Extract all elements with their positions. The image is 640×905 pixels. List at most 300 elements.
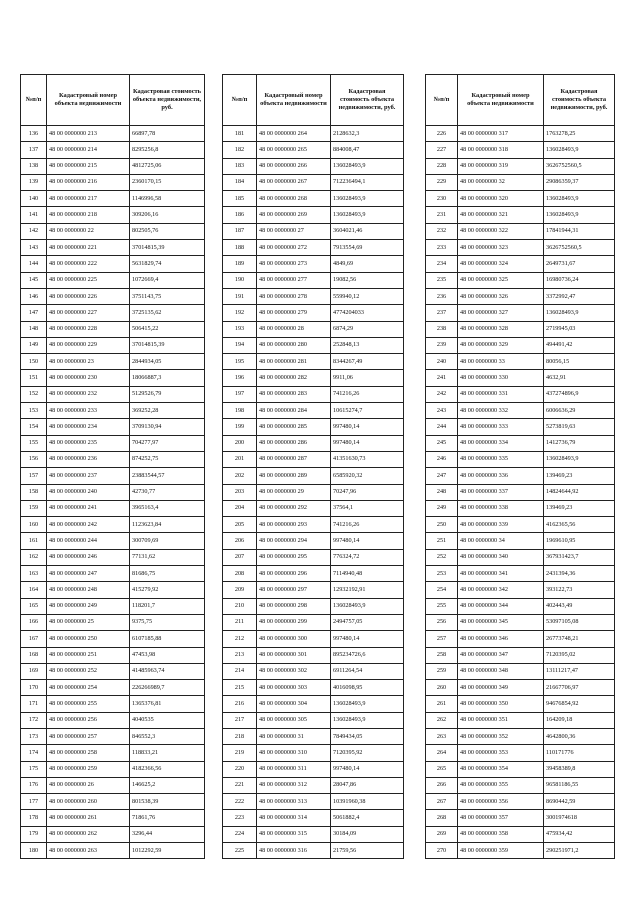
table-row [21,142,205,158]
row-number: 221 [223,777,257,793]
row-number: 244 [426,419,458,435]
row-number: 157 [21,468,47,484]
cadastral-number: 48 00 0000000 240 [47,484,130,500]
cadastral-value: 846552,3 [130,728,205,744]
row-number: 158 [21,484,47,500]
cadastral-number: 48 00 0000000 257 [47,728,130,744]
row-number: 178 [21,810,47,826]
cadastral-value: 139469,23 [544,468,615,484]
cadastral-number: 48 00 0000000 301 [257,647,331,663]
cadastral-number: 48 00 0000000 324 [458,256,544,272]
table-row [21,614,205,630]
row-number: 195 [223,354,257,370]
row-number: 209 [223,582,257,598]
table-row [21,354,205,370]
row-number: 173 [21,728,47,744]
cadastral-number: 48 00 0000000 303 [257,680,331,696]
table-row [21,126,205,142]
cadastral-number: 48 00 0000000 28 [257,321,331,337]
cadastral-value: 4182366,56 [130,761,205,777]
table-row [426,191,615,207]
row-number: 264 [426,745,458,761]
header-cadastral-value: Кадастровая стоимость объекта недвижимости, руб. [544,75,615,126]
cadastral-value: 393122,73 [544,582,615,598]
row-number: 224 [223,826,257,842]
row-number: 136 [21,126,47,142]
table-row [21,712,205,728]
cadastral-value: 1412736,79 [544,435,615,451]
cadastral-number: 48 00 0000000 232 [47,386,130,402]
table-row [21,305,205,321]
cadastral-number: 48 00 0000000 250 [47,631,130,647]
cadastral-value: 6107185,88 [130,631,205,647]
cadastre-table-2 [222,74,404,859]
table-row [223,386,404,402]
cadastral-number: 48 00 0000000 294 [257,533,331,549]
cadastral-value: 42730,77 [130,484,205,500]
cadastre-table-3 [425,74,615,859]
cadastral-number: 48 00 0000000 226 [47,288,130,304]
cadastral-number: 48 00 0000000 328 [458,321,544,337]
cadastral-value: 2128632,3 [331,126,404,142]
row-number: 201 [223,451,257,467]
row-number: 182 [223,142,257,158]
row-number: 206 [223,533,257,549]
cadastral-number: 48 00 0000000 261 [47,810,130,826]
row-number: 152 [21,386,47,402]
cadastral-value: 741216,26 [331,386,404,402]
cadastral-value: 4162365,56 [544,517,615,533]
cadastral-number: 48 00 0000000 252 [47,663,130,679]
cadastral-value: 3296,44 [130,826,205,842]
cadastral-value: 94676854,92 [544,696,615,712]
row-number: 253 [426,566,458,582]
table-row [426,598,615,614]
cadastral-number: 48 00 0000000 331 [458,386,544,402]
cadastral-number: 48 00 0000000 273 [257,256,331,272]
cadastral-number: 48 00 0000000 304 [257,696,331,712]
cadastral-value: 139469,23 [544,500,615,516]
cadastral-number: 48 00 0000000 352 [458,728,544,744]
cadastral-value: 30184,09 [331,826,404,842]
table-row [21,533,205,549]
row-number: 151 [21,370,47,386]
table-row [21,419,205,435]
table-row [426,435,615,451]
cadastral-value: 3626752560,5 [544,240,615,256]
table-row [21,794,205,810]
row-number: 252 [426,549,458,565]
cadastral-number: 48 00 0000000 33 [458,354,544,370]
cadastral-value: 5631829,74 [130,256,205,272]
cadastral-value: 81686,75 [130,566,205,582]
table-row [223,191,404,207]
table-row [426,566,615,582]
cadastral-value: 3965163,4 [130,500,205,516]
cadastral-value: 21667706,97 [544,680,615,696]
cadastral-value: 4040535 [130,712,205,728]
table-row [21,777,205,793]
header-cadastral-value: Кадастровая стоимость объекта недвижимости, руб. [331,75,404,126]
cadastral-number: 48 00 0000000 263 [47,843,130,859]
cadastral-value: 14824644,92 [544,484,615,500]
cadastral-number: 48 00 0000000 311 [257,761,331,777]
cadastral-value: 300709,69 [130,533,205,549]
cadastral-number: 48 00 0000000 264 [257,126,331,142]
table-row [426,305,615,321]
cadastral-number: 48 00 0000000 29 [257,484,331,500]
header-cadastral-number: Кадастровый номер объекта недвижимости [458,75,544,126]
row-number: 179 [21,826,47,842]
row-number: 259 [426,663,458,679]
cadastral-number: 48 00 0000000 298 [257,598,331,614]
table-row [426,517,615,533]
cadastral-number: 48 00 0000000 316 [257,843,331,859]
cadastral-value: 4849,69 [331,256,404,272]
cadastral-value: 118833,21 [130,745,205,761]
table-row [223,288,404,304]
cadastral-number: 48 00 0000000 254 [47,680,130,696]
table-row [223,647,404,663]
table-row [21,680,205,696]
row-number: 229 [426,174,458,190]
table-header-row [21,75,205,126]
cadastral-number: 48 00 0000000 34 [458,533,544,549]
table-row [21,728,205,744]
row-number: 239 [426,337,458,353]
row-number: 161 [21,533,47,549]
row-number: 225 [223,843,257,859]
cadastral-value: 53097105,08 [544,614,615,630]
cadastral-value: 136028493,9 [331,598,404,614]
table-row [223,500,404,516]
table-row [223,240,404,256]
cadastral-value: 3001974618 [544,810,615,826]
table-row [223,761,404,777]
table-row [223,468,404,484]
cadastral-value: 252848,13 [331,337,404,353]
table-row [223,712,404,728]
cadastral-number: 48 00 0000000 319 [458,158,544,174]
cadastral-number: 48 00 0000000 325 [458,272,544,288]
row-number: 146 [21,288,47,304]
cadastral-value: 136028493,9 [331,191,404,207]
table-row [223,631,404,647]
cadastral-number: 48 00 0000000 249 [47,598,130,614]
row-number: 197 [223,386,257,402]
cadastral-value: 7849434,05 [331,728,404,744]
row-number: 147 [21,305,47,321]
table-row [223,663,404,679]
row-number: 240 [426,354,458,370]
cadastral-number: 48 00 0000000 284 [257,403,331,419]
cadastral-value: 17841944,31 [544,223,615,239]
row-number: 143 [21,240,47,256]
table-row [21,647,205,663]
cadastral-number: 48 00 0000000 22 [47,223,130,239]
cadastral-value: 8690442,59 [544,794,615,810]
cadastral-value: 997480,14 [331,435,404,451]
table-row [426,370,615,386]
cadastral-value: 5273819,63 [544,419,615,435]
table-row [426,288,615,304]
table-row [223,517,404,533]
table-row [426,696,615,712]
cadastral-value: 2719945,03 [544,321,615,337]
cadastral-number: 48 00 0000000 230 [47,370,130,386]
cadastral-value: 3604021,46 [331,223,404,239]
row-number: 249 [426,500,458,516]
cadastral-value: 776324,72 [331,549,404,565]
table-row [223,321,404,337]
table-row [426,256,615,272]
cadastral-value: 1969610,95 [544,533,615,549]
cadastral-value: 13111217,47 [544,663,615,679]
cadastral-number: 48 00 0000000 305 [257,712,331,728]
cadastral-number: 48 00 0000000 233 [47,403,130,419]
table-row [426,826,615,842]
cadastral-number: 48 00 0000000 227 [47,305,130,321]
cadastral-number: 48 00 0000000 357 [458,810,544,826]
table-row [21,500,205,516]
table-row [21,191,205,207]
table-row [223,354,404,370]
cadastral-number: 48 00 0000000 314 [257,810,331,826]
header-cadastral-number: Кадастровый номер объекта недвижимости [257,75,331,126]
cadastral-number: 48 00 0000000 221 [47,240,130,256]
cadastral-value: 2360170,15 [130,174,205,190]
cadastral-value: 3725135,62 [130,305,205,321]
cadastral-number: 48 00 0000000 345 [458,614,544,630]
row-number: 155 [21,435,47,451]
cadastral-number: 48 00 0000000 332 [458,403,544,419]
cadastral-number: 48 00 0000000 32 [458,174,544,190]
table-row [223,826,404,842]
table-row [426,223,615,239]
cadastral-value: 37014815,39 [130,240,205,256]
row-number: 140 [21,191,47,207]
table-row [223,223,404,239]
row-number: 204 [223,500,257,516]
row-number: 189 [223,256,257,272]
table-row [21,370,205,386]
cadastral-number: 48 00 0000000 354 [458,761,544,777]
cadastral-value: 884008,47 [331,142,404,158]
table-row [21,826,205,842]
cadastral-value: 2431394,36 [544,566,615,582]
table-row [426,843,615,859]
table-row [223,728,404,744]
row-number: 137 [21,142,47,158]
table-row [426,582,615,598]
cadastral-number: 48 00 0000000 289 [257,468,331,484]
cadastral-number: 48 00 0000000 330 [458,370,544,386]
table-row [426,614,615,630]
cadastral-value: 704277,97 [130,435,205,451]
table-row [223,142,404,158]
cadastral-number: 48 00 0000000 295 [257,549,331,565]
row-number: 268 [426,810,458,826]
cadastral-number: 48 00 0000000 321 [458,207,544,223]
row-number: 175 [21,761,47,777]
cadastral-value: 7120395,02 [544,647,615,663]
cadastral-value: 712236494,1 [331,174,404,190]
table-row [223,451,404,467]
row-number: 266 [426,777,458,793]
cadastral-number: 48 00 0000000 255 [47,696,130,712]
cadastral-number: 48 00 0000000 348 [458,663,544,679]
table-row [426,468,615,484]
cadastral-value: 77131,62 [130,549,205,565]
cadastral-number: 48 00 0000000 282 [257,370,331,386]
cadastral-number: 48 00 0000000 218 [47,207,130,223]
table-row [21,158,205,174]
row-number: 213 [223,647,257,663]
cadastral-value: 402443,49 [544,598,615,614]
table-row [426,207,615,223]
row-number: 187 [223,223,257,239]
cadastral-value: 3372992,47 [544,288,615,304]
cadastral-number: 48 00 0000000 320 [458,191,544,207]
table-row [21,843,205,859]
cadastral-value: 8344267,49 [331,354,404,370]
cadastral-number: 48 00 0000000 266 [257,158,331,174]
cadastral-value: 559940,12 [331,288,404,304]
cadastral-number: 48 00 0000000 296 [257,566,331,582]
row-number: 267 [426,794,458,810]
cadastral-number: 48 00 0000000 279 [257,305,331,321]
cadastral-value: 506415,22 [130,321,205,337]
table-row [21,598,205,614]
row-number: 202 [223,468,257,484]
cadastral-value: 110171776 [544,745,615,761]
cadastral-value: 23883544,57 [130,468,205,484]
row-number: 171 [21,696,47,712]
cadastral-number: 48 00 0000000 285 [257,419,331,435]
row-number: 215 [223,680,257,696]
table-row [21,761,205,777]
cadastral-value: 136028493,9 [331,207,404,223]
cadastral-value: 367931423,7 [544,549,615,565]
row-number: 251 [426,533,458,549]
row-number: 257 [426,631,458,647]
table-row [21,663,205,679]
cadastral-value: 997480,14 [331,419,404,435]
table-row [426,712,615,728]
cadastral-value: 47453,98 [130,647,205,663]
cadastral-number: 48 00 0000000 342 [458,582,544,598]
cadastral-value: 10615274,7 [331,403,404,419]
table-row [223,582,404,598]
cadastral-number: 48 00 0000000 277 [257,272,331,288]
table-row [21,207,205,223]
cadastral-value: 802505,76 [130,223,205,239]
row-number: 144 [21,256,47,272]
cadastral-value: 5129526,79 [130,386,205,402]
table-row [21,451,205,467]
row-number: 233 [426,240,458,256]
cadastral-number: 48 00 0000000 213 [47,126,130,142]
row-number: 258 [426,647,458,663]
cadastral-value: 136028493,9 [544,142,615,158]
cadastral-value: 136028493,9 [331,158,404,174]
cadastral-number: 48 00 0000000 346 [458,631,544,647]
row-number: 226 [426,126,458,142]
table-row [21,337,205,353]
cadastral-value: 290251971,2 [544,843,615,859]
table-row [223,810,404,826]
cadastral-number: 48 00 0000000 351 [458,712,544,728]
cadastral-value: 9375,75 [130,614,205,630]
cadastral-number: 48 00 0000000 281 [257,354,331,370]
row-number: 250 [426,517,458,533]
cadastral-value: 226266989,7 [130,680,205,696]
table-header-row [223,75,404,126]
table-row [21,696,205,712]
table-row [426,174,615,190]
table-row [223,533,404,549]
cadastral-number: 48 00 0000000 234 [47,419,130,435]
cadastral-number: 48 00 0000000 267 [257,174,331,190]
cadastral-value: 4642800,36 [544,728,615,744]
row-number: 184 [223,174,257,190]
row-number: 176 [21,777,47,793]
cadastral-value: 1146996,58 [130,191,205,207]
table-row [426,240,615,256]
row-number: 183 [223,158,257,174]
cadastral-value: 28047,86 [331,777,404,793]
cadastral-number: 48 00 0000000 229 [47,337,130,353]
row-number: 192 [223,305,257,321]
row-number: 150 [21,354,47,370]
cadastral-number: 48 00 0000000 228 [47,321,130,337]
table-row [223,794,404,810]
cadastral-number: 48 00 0000000 353 [458,745,544,761]
row-number: 156 [21,451,47,467]
row-number: 193 [223,321,257,337]
table-row [223,126,404,142]
table-row [21,810,205,826]
cadastral-value: 1365376,81 [130,696,205,712]
cadastral-value: 41351630,73 [331,451,404,467]
row-number: 162 [21,549,47,565]
cadastral-number: 48 00 0000000 235 [47,435,130,451]
row-number: 220 [223,761,257,777]
cadastral-number: 48 00 0000000 268 [257,191,331,207]
table-row [223,272,404,288]
cadastral-number: 48 00 0000000 258 [47,745,130,761]
cadastral-number: 48 00 0000000 27 [257,223,331,239]
cadastral-value: 146625,2 [130,777,205,793]
table-row [426,126,615,142]
row-number: 255 [426,598,458,614]
row-number: 227 [426,142,458,158]
cadastral-value: 801538,39 [130,794,205,810]
row-number: 254 [426,582,458,598]
cadastral-number: 48 00 0000000 287 [257,451,331,467]
row-number: 219 [223,745,257,761]
row-number: 165 [21,598,47,614]
cadastral-value: 1012292,59 [130,843,205,859]
cadastral-value: 437274896,9 [544,386,615,402]
table-row [21,288,205,304]
row-number: 200 [223,435,257,451]
cadastral-number: 48 00 0000000 216 [47,174,130,190]
cadastral-value: 874252,75 [130,451,205,467]
row-number: 172 [21,712,47,728]
cadastral-value: 5061882,4 [331,810,404,826]
cadastral-value: 741216,26 [331,517,404,533]
